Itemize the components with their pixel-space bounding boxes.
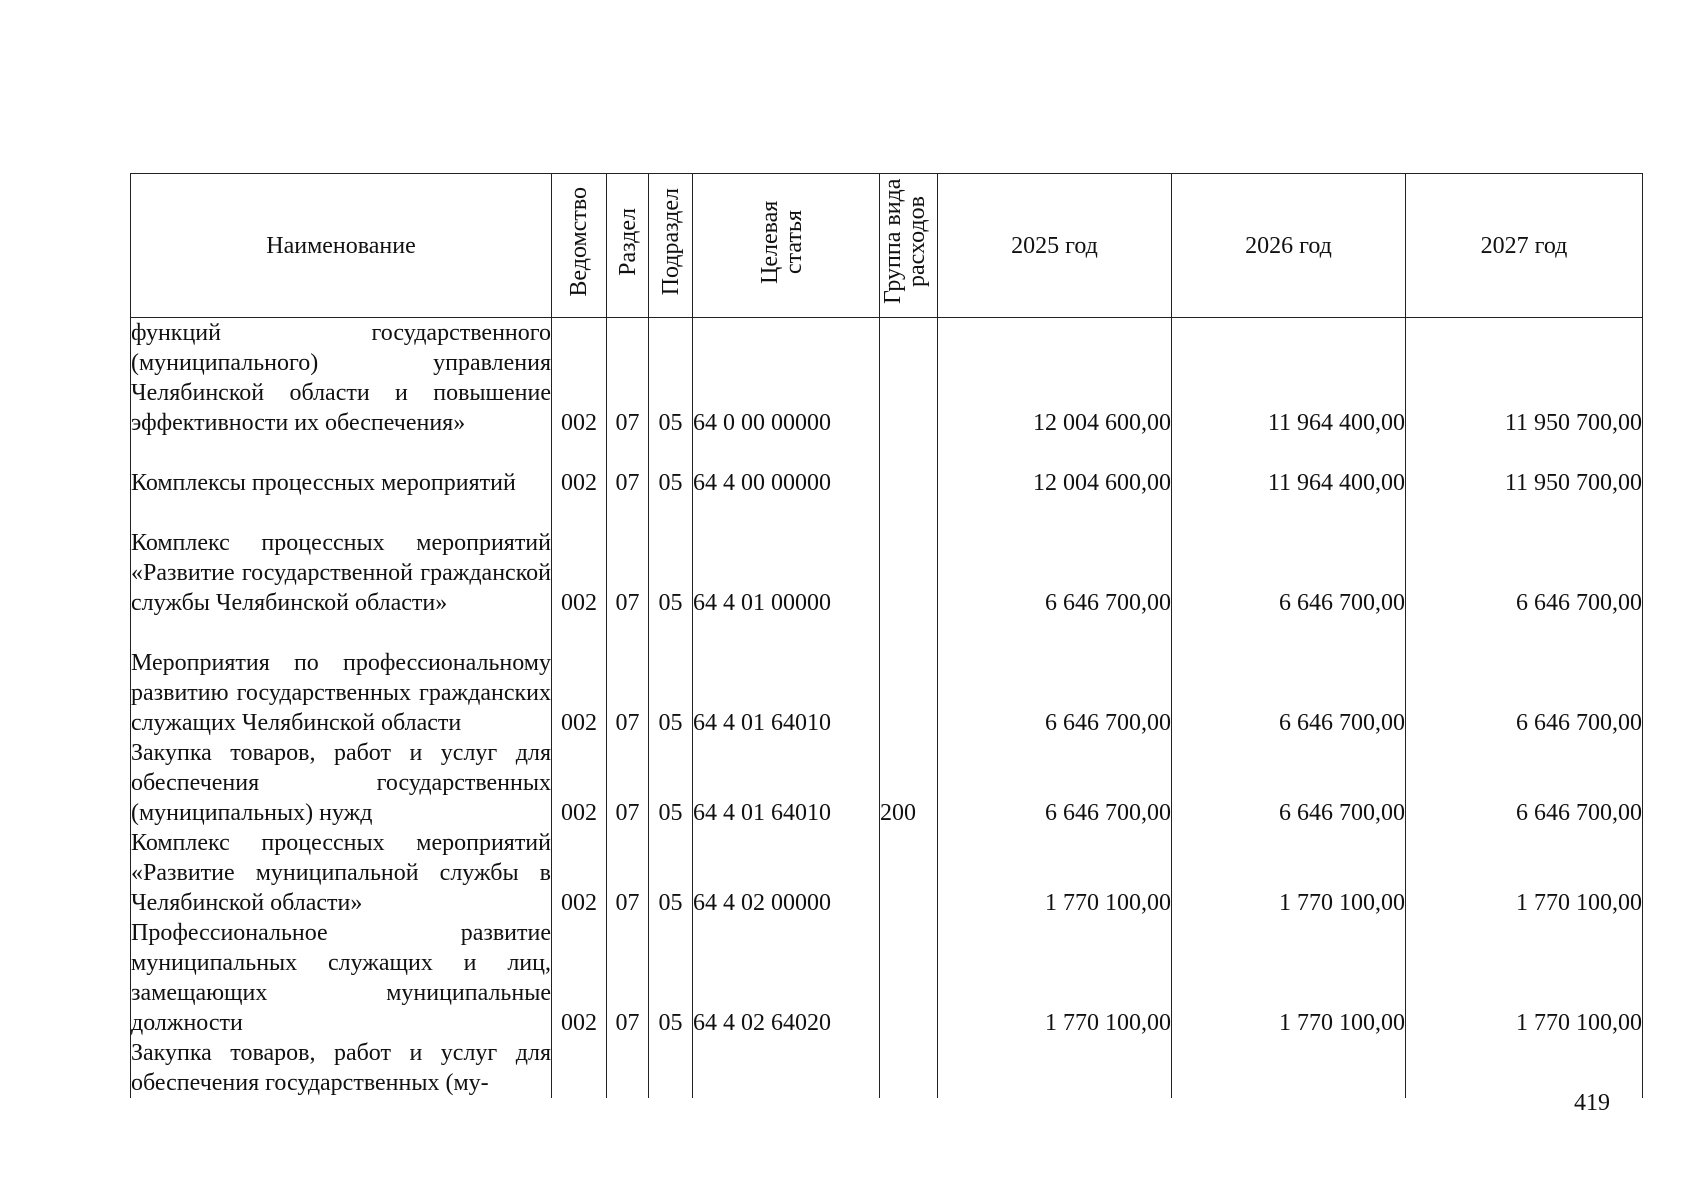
header-target: Целевая статья	[693, 174, 880, 318]
table-cell-2025: 1 770 100,00	[938, 918, 1172, 1038]
table-cell-vedomstvo: 002	[552, 318, 607, 439]
table-cell-2025: 6 646 700,00	[938, 618, 1172, 738]
table-cell-2027: 11 950 700,00	[1406, 438, 1643, 498]
table-cell-podrazdel: 05	[649, 918, 693, 1038]
table-cell-target: 64 4 01 64010	[693, 738, 880, 828]
table-cell-2025: 6 646 700,00	[938, 738, 1172, 828]
table-cell-2026: 11 964 400,00	[1172, 438, 1406, 498]
table-cell-2025: 1 770 100,00	[938, 828, 1172, 918]
table-cell-2027: 6 646 700,00	[1406, 618, 1643, 738]
table-cell-vedomstvo	[552, 1038, 607, 1098]
table-cell-razdel: 07	[607, 828, 649, 918]
header-vedomstvo: Ведомство	[552, 174, 607, 318]
table-cell-podrazdel: 05	[649, 618, 693, 738]
table-cell-group	[880, 1038, 938, 1098]
table-cell-2027: 6 646 700,00	[1406, 498, 1643, 618]
table-row	[131, 1038, 1643, 1098]
table-cell-2026	[1172, 1038, 1406, 1098]
table-cell-2027: 6 646 700,00	[1406, 738, 1643, 828]
table-row	[131, 618, 1643, 738]
table-cell-2027	[1406, 1038, 1643, 1098]
table-cell-2026: 6 646 700,00	[1172, 738, 1406, 828]
table-cell-group	[880, 918, 938, 1038]
table-cell-name: функций государственного (муниципального) управления Челябинской области и повышение эффективности их обеспечения»	[131, 318, 552, 439]
table-cell-group	[880, 498, 938, 618]
table-row	[131, 828, 1643, 918]
table-cell-2026: 6 646 700,00	[1172, 618, 1406, 738]
table-cell-podrazdel: 05	[649, 318, 693, 439]
table-row	[131, 738, 1643, 828]
table-cell-name: Комплексы процессных мероприятий	[131, 438, 552, 498]
table-cell-2026: 11 964 400,00	[1172, 318, 1406, 439]
table-cell-vedomstvo: 002	[552, 828, 607, 918]
table-cell-target: 64 0 00 00000	[693, 318, 880, 439]
table-cell-podrazdel: 05	[649, 438, 693, 498]
table-cell-group: 200	[880, 738, 938, 828]
table-cell-vedomstvo: 002	[552, 918, 607, 1038]
table-cell-name: Комплекс процессных мероприятий «Развитие муниципальной службы в Челябинской области»	[131, 830, 551, 916]
table-cell-target	[693, 1038, 880, 1098]
table-cell-podrazdel: 05	[649, 738, 693, 828]
table-cell-podrazdel	[649, 1038, 693, 1098]
table-cell-vedomstvo: 002	[552, 498, 607, 618]
header-2026: 2026 год	[1172, 174, 1406, 318]
budget-table	[130, 173, 1643, 1098]
table-cell-target: 64 4 00 00000	[693, 438, 880, 498]
header-row	[131, 174, 1643, 318]
table-cell-podrazdel: 05	[649, 828, 693, 918]
table-cell-vedomstvo: 002	[552, 618, 607, 738]
table-cell-vedomstvo: 002	[552, 738, 607, 828]
table-cell-2026: 1 770 100,00	[1172, 918, 1406, 1038]
table-cell-2025: 12 004 600,00	[938, 438, 1172, 498]
table-cell-target: 64 4 02 00000	[693, 828, 880, 918]
table-cell-razdel: 07	[607, 318, 649, 439]
table-cell-name: Закупка товаров, работ и услуг для обеспечения государственных (муниципальных) нужд	[131, 740, 551, 826]
table-row	[131, 318, 1643, 439]
table-cell-target: 64 4 02 64020	[693, 918, 880, 1038]
table-cell-group	[880, 438, 938, 498]
header-2027: 2027 год	[1406, 174, 1643, 318]
header-2025: 2025 год	[938, 174, 1172, 318]
table-cell-razdel	[607, 1038, 649, 1098]
table-cell-2025: 12 004 600,00	[938, 318, 1172, 439]
table-cell-name: Мероприятия по профессиональному развитию государственных гражданских служащих Челябинской области	[131, 618, 552, 738]
header-podrazdel: Подраздел	[649, 174, 693, 318]
table-cell-group	[880, 828, 938, 918]
table-cell-name: Комплекс процессных мероприятий «Развитие государственной гражданской службы Челябинской области»	[131, 498, 552, 618]
table-cell-vedomstvo: 002	[552, 438, 607, 498]
table-row	[131, 498, 1643, 618]
table-cell-name: Профессиональное развитие муниципальных служащих и лиц, замещающих муниципальные должности	[131, 920, 551, 1036]
table-cell-name: Закупка товаров, работ и услуг для обеспечения государственных (му-	[131, 1040, 551, 1096]
table-cell-2027: 11 950 700,00	[1406, 318, 1643, 439]
table-cell-podrazdel: 05	[649, 498, 693, 618]
table-cell-2026: 1 770 100,00	[1172, 828, 1406, 918]
header-group: Группа вида расходов	[880, 174, 938, 318]
table-cell-group	[880, 618, 938, 738]
table-cell-2027: 1 770 100,00	[1406, 918, 1643, 1038]
table-cell-group	[880, 318, 938, 439]
table-cell-target: 64 4 01 64010	[693, 618, 880, 738]
table-row	[131, 918, 1643, 1038]
page-number: 419	[1574, 1090, 1610, 1116]
table-cell-2027: 1 770 100,00	[1406, 828, 1643, 918]
table-cell-2025	[938, 1038, 1172, 1098]
table-cell-razdel: 07	[607, 618, 649, 738]
table-cell-razdel: 07	[607, 498, 649, 618]
header-name: Наименование	[131, 174, 552, 318]
table-cell-razdel: 07	[607, 438, 649, 498]
header-razdel: Раздел	[607, 174, 649, 318]
table-cell-target: 64 4 01 00000	[693, 498, 880, 618]
table-cell-razdel: 07	[607, 738, 649, 828]
table-row	[131, 438, 1643, 498]
table-cell-2025: 6 646 700,00	[938, 498, 1172, 618]
table-cell-razdel: 07	[607, 918, 649, 1038]
table-cell-2026: 6 646 700,00	[1172, 498, 1406, 618]
